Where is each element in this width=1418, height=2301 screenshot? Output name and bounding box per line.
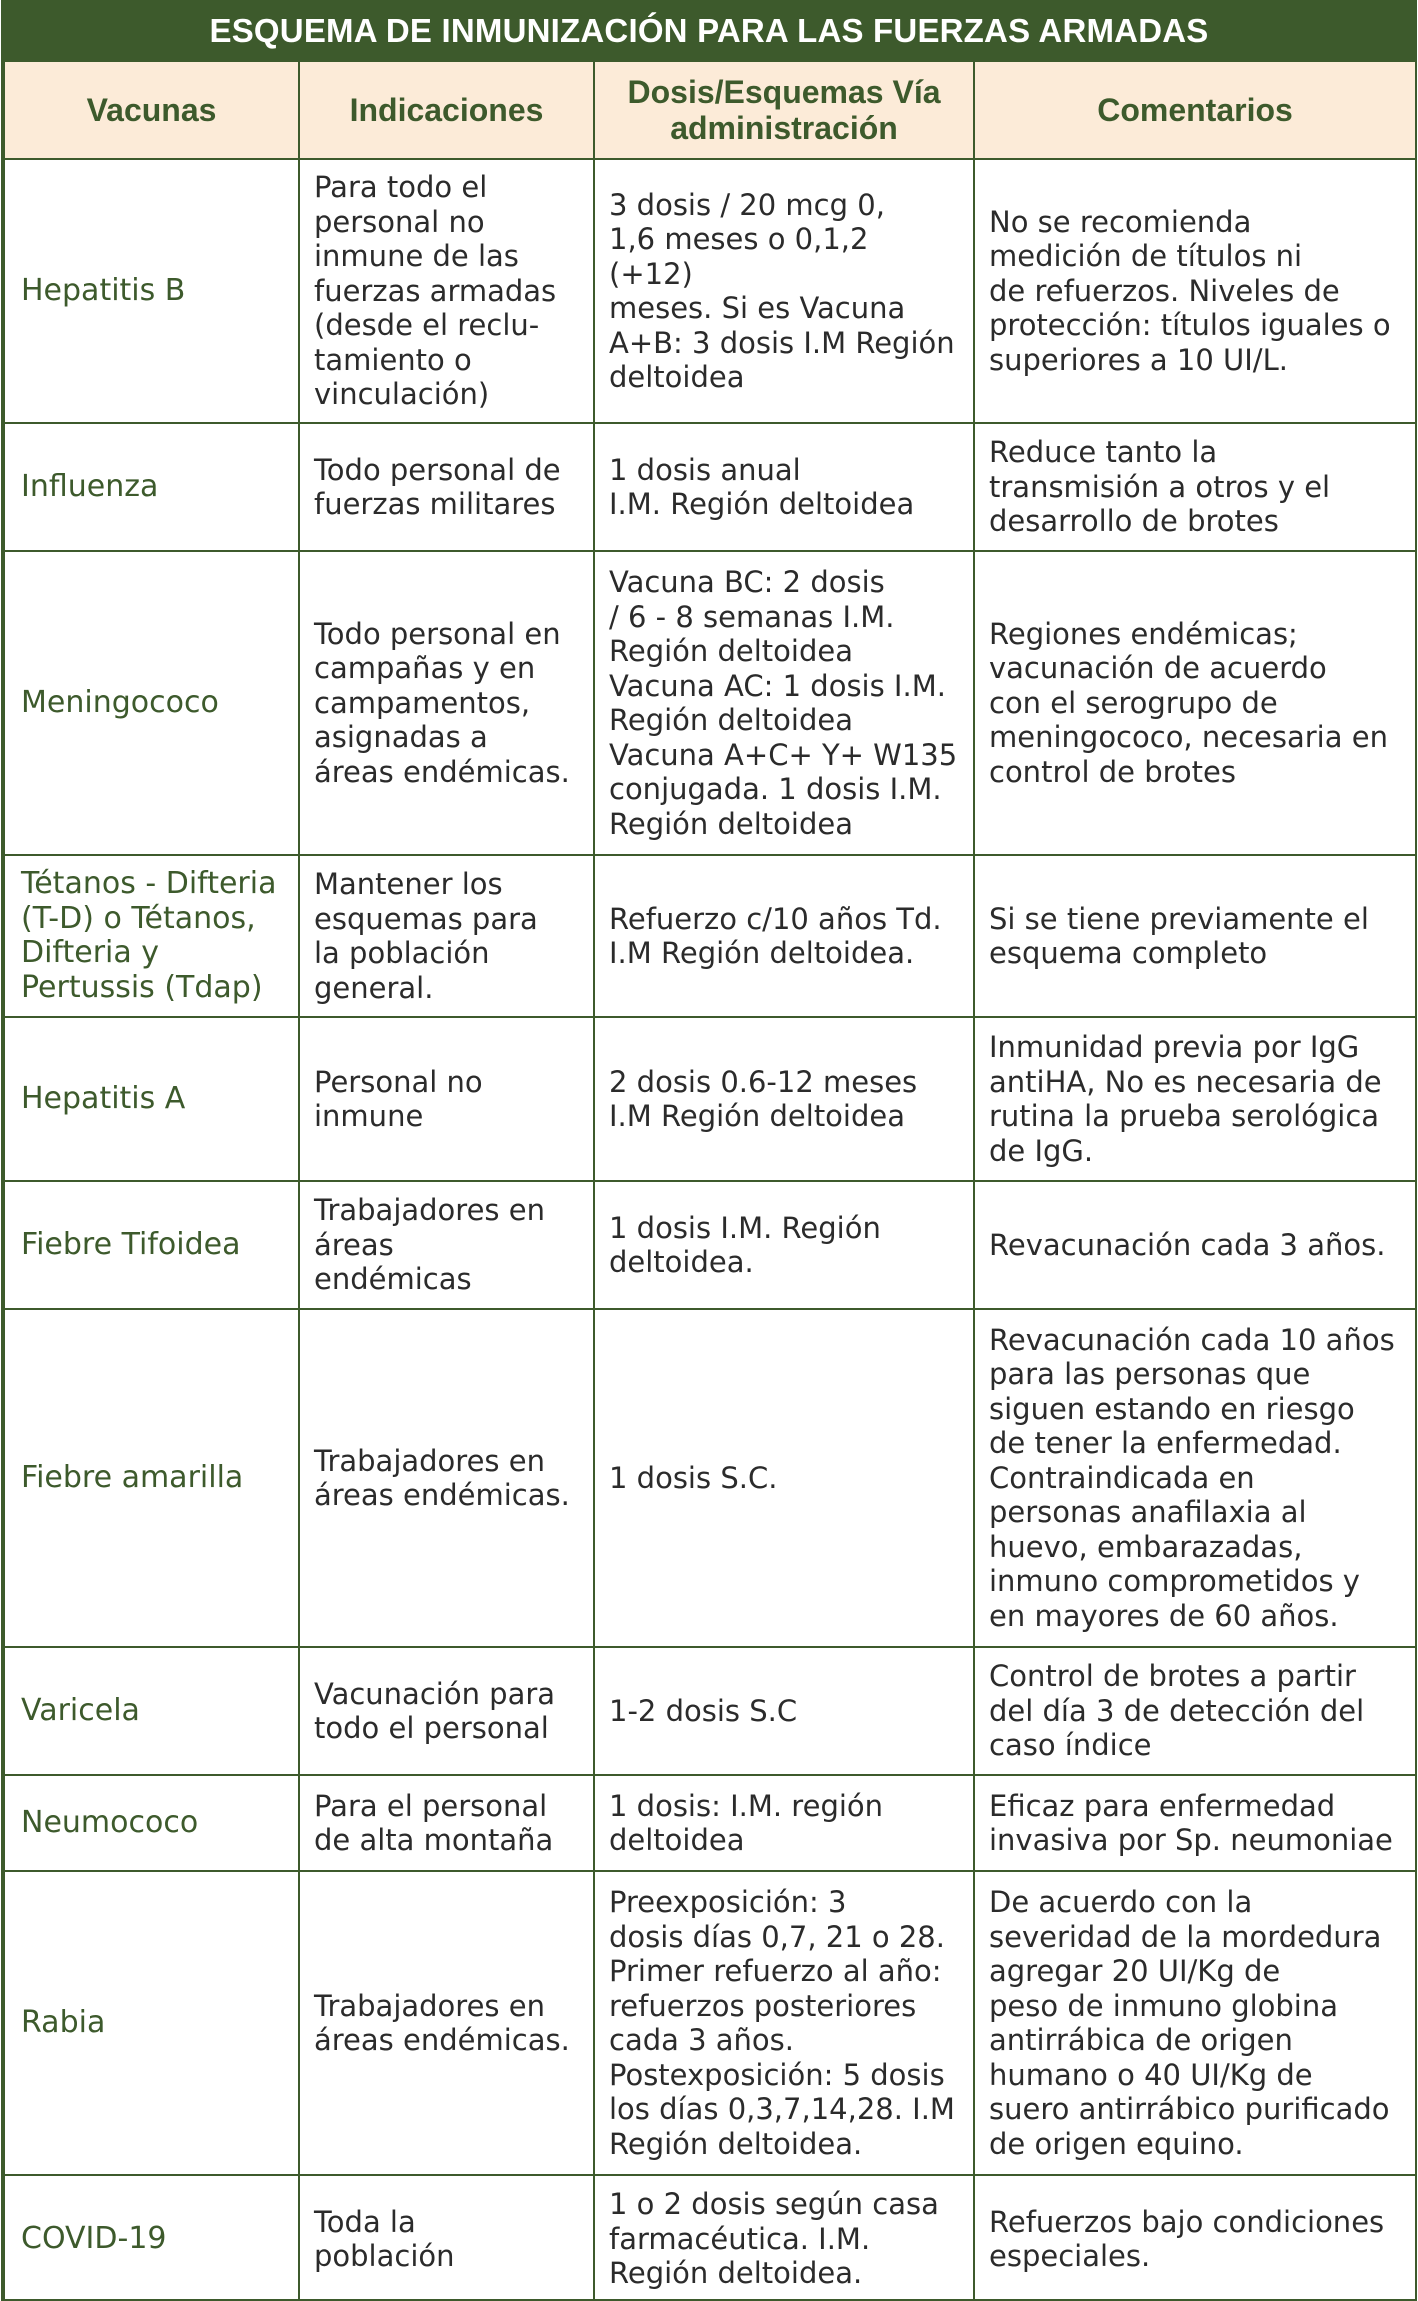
cell-indicaciones: Vacunación para todo el personal	[299, 1647, 594, 1775]
header-indicaciones: Indicaciones	[299, 61, 594, 159]
cell-indicaciones: Trabajadores en áreas endémicas	[299, 1181, 594, 1309]
cell-vacuna: Hepatitis B	[4, 159, 299, 423]
header-row	[4, 61, 1416, 159]
header-comentarios: Comentarios	[974, 61, 1416, 159]
cell-vacuna: Fiebre amarilla	[4, 1309, 299, 1647]
cell-indicaciones: Todo personal de fuerzas militares	[299, 423, 594, 551]
cell-dosis: 1-2 dosis S.C	[594, 1647, 974, 1775]
table-row	[4, 1017, 1416, 1181]
cell-comentarios: Inmunidad previa por IgG antiHA, No es necesaria de rutina la prueba serológica de IgG.	[974, 1017, 1416, 1181]
cell-dosis: Refuerzo c/10 años Td. I.M Región deltoidea.	[594, 855, 974, 1017]
table-row	[4, 1181, 1416, 1309]
table-row	[4, 1309, 1416, 1647]
cell-comentarios: Revacunación cada 3 años.	[974, 1181, 1416, 1309]
cell-dosis: 1 o 2 dosis según casa farmacéutica. I.M. Región deltoidea.	[594, 2175, 974, 2301]
cell-vacuna: Varicela	[4, 1647, 299, 1775]
header-dosis: Dosis/Esquemas Vía administración	[594, 61, 974, 159]
cell-vacuna: Meningococo	[4, 551, 299, 855]
cell-indicaciones: Trabajadores en áreas endémicas.	[299, 1871, 594, 2175]
cell-comentarios: Control de brotes a partir del día 3 de detección del caso índice	[974, 1647, 1416, 1775]
cell-dosis: 1 dosis: I.M. región deltoidea	[594, 1775, 974, 1871]
cell-indicaciones: Para el personal de alta montaña	[299, 1775, 594, 1871]
cell-vacuna: Influenza	[4, 423, 299, 551]
table-row	[4, 423, 1416, 551]
cell-vacuna: Tétanos - Difteria (T-D) o Tétanos, Difteria y Pertussis (Tdap)	[4, 855, 299, 1017]
immunization-table	[3, 60, 1417, 2301]
cell-dosis: 2 dosis 0.6-12 meses I.M Región deltoidea	[594, 1017, 974, 1181]
cell-indicaciones: Para todo el personal no inmune de las fuerzas armadas (desde el reclu- tamiento o vinculación)	[299, 159, 594, 423]
cell-comentarios: Eficaz para enfermedad invasiva por Sp. neumoniae	[974, 1775, 1416, 1871]
cell-comentarios: Si se tiene previamente el esquema completo	[974, 855, 1416, 1017]
table-row	[4, 1647, 1416, 1775]
cell-indicaciones: Personal no inmune	[299, 1017, 594, 1181]
cell-indicaciones: Toda la población	[299, 2175, 594, 2301]
cell-dosis: Vacuna BC: 2 dosis / 6 - 8 semanas I.M. Región deltoidea Vacuna AC: 1 dosis I.M. Región deltoidea Vacuna A+C+ Y+ W135 conjugada. 1 dosis I.M. Región deltoidea	[594, 551, 974, 855]
cell-comentarios: Revacunación cada 10 años para las personas que siguen estando en riesgo de tener la enfermedad. Contraindicada en personas anafilaxia al huevo, embarazadas, inmuno comprometidos y en mayores de 60 años.	[974, 1309, 1416, 1647]
table-title: ESQUEMA DE INMUNIZACIÓN PARA LAS FUERZAS ARMADAS	[3, 2, 1415, 60]
immunization-table-frame	[1, 0, 1417, 2301]
header-vacunas: Vacunas	[4, 61, 299, 159]
cell-indicaciones: Trabajadores en áreas endémicas.	[299, 1309, 594, 1647]
cell-vacuna: Fiebre Tifoidea	[4, 1181, 299, 1309]
cell-vacuna: COVID-19	[4, 2175, 299, 2301]
table-row	[4, 855, 1416, 1017]
cell-dosis: Preexposición: 3 dosis días 0,7, 21 o 28. Primer refuerzo al año: refuerzos posteriores cada 3 años. Postexposición: 5 dosis los días 0,3,7,14,28. I.M Región deltoidea.	[594, 1871, 974, 2175]
cell-dosis: 1 dosis anual I.M. Región deltoidea	[594, 423, 974, 551]
table-row	[4, 159, 1416, 423]
cell-indicaciones: Todo personal en campañas y en campamentos, asignadas a áreas endémicas.	[299, 551, 594, 855]
cell-indicaciones: Mantener los esquemas para la población general.	[299, 855, 594, 1017]
cell-comentarios: Reduce tanto la transmisión a otros y el desarrollo de brotes	[974, 423, 1416, 551]
cell-comentarios: Regiones endémicas; vacunación de acuerdo con el serogrupo de meningococo, necesaria en control de brotes	[974, 551, 1416, 855]
cell-comentarios: De acuerdo con la severidad de la mordedura agregar 20 UI/Kg de peso de inmuno globina antirrábica de origen humano o 40 UI/Kg de suero antirrábico purificado de origen equino.	[974, 1871, 1416, 2175]
cell-comentarios: No se recomienda medición de títulos ni de refuerzos. Niveles de protección: títulos iguales o superiores a 10 UI/L.	[974, 159, 1416, 423]
cell-vacuna: Rabia	[4, 1871, 299, 2175]
cell-vacuna: Neumococo	[4, 1775, 299, 1871]
table-row	[4, 2175, 1416, 2301]
table-row	[4, 551, 1416, 855]
cell-comentarios: Refuerzos bajo condiciones especiales.	[974, 2175, 1416, 2301]
table-row	[4, 1871, 1416, 2175]
cell-dosis: 1 dosis S.C.	[594, 1309, 974, 1647]
cell-dosis: 1 dosis I.M. Región deltoidea.	[594, 1181, 974, 1309]
cell-dosis: 3 dosis / 20 mcg 0, 1,6 meses o 0,1,2 (+12) meses. Si es Vacuna A+B: 3 dosis I.M Región deltoidea	[594, 159, 974, 423]
cell-vacuna: Hepatitis A	[4, 1017, 299, 1181]
table-row	[4, 1775, 1416, 1871]
